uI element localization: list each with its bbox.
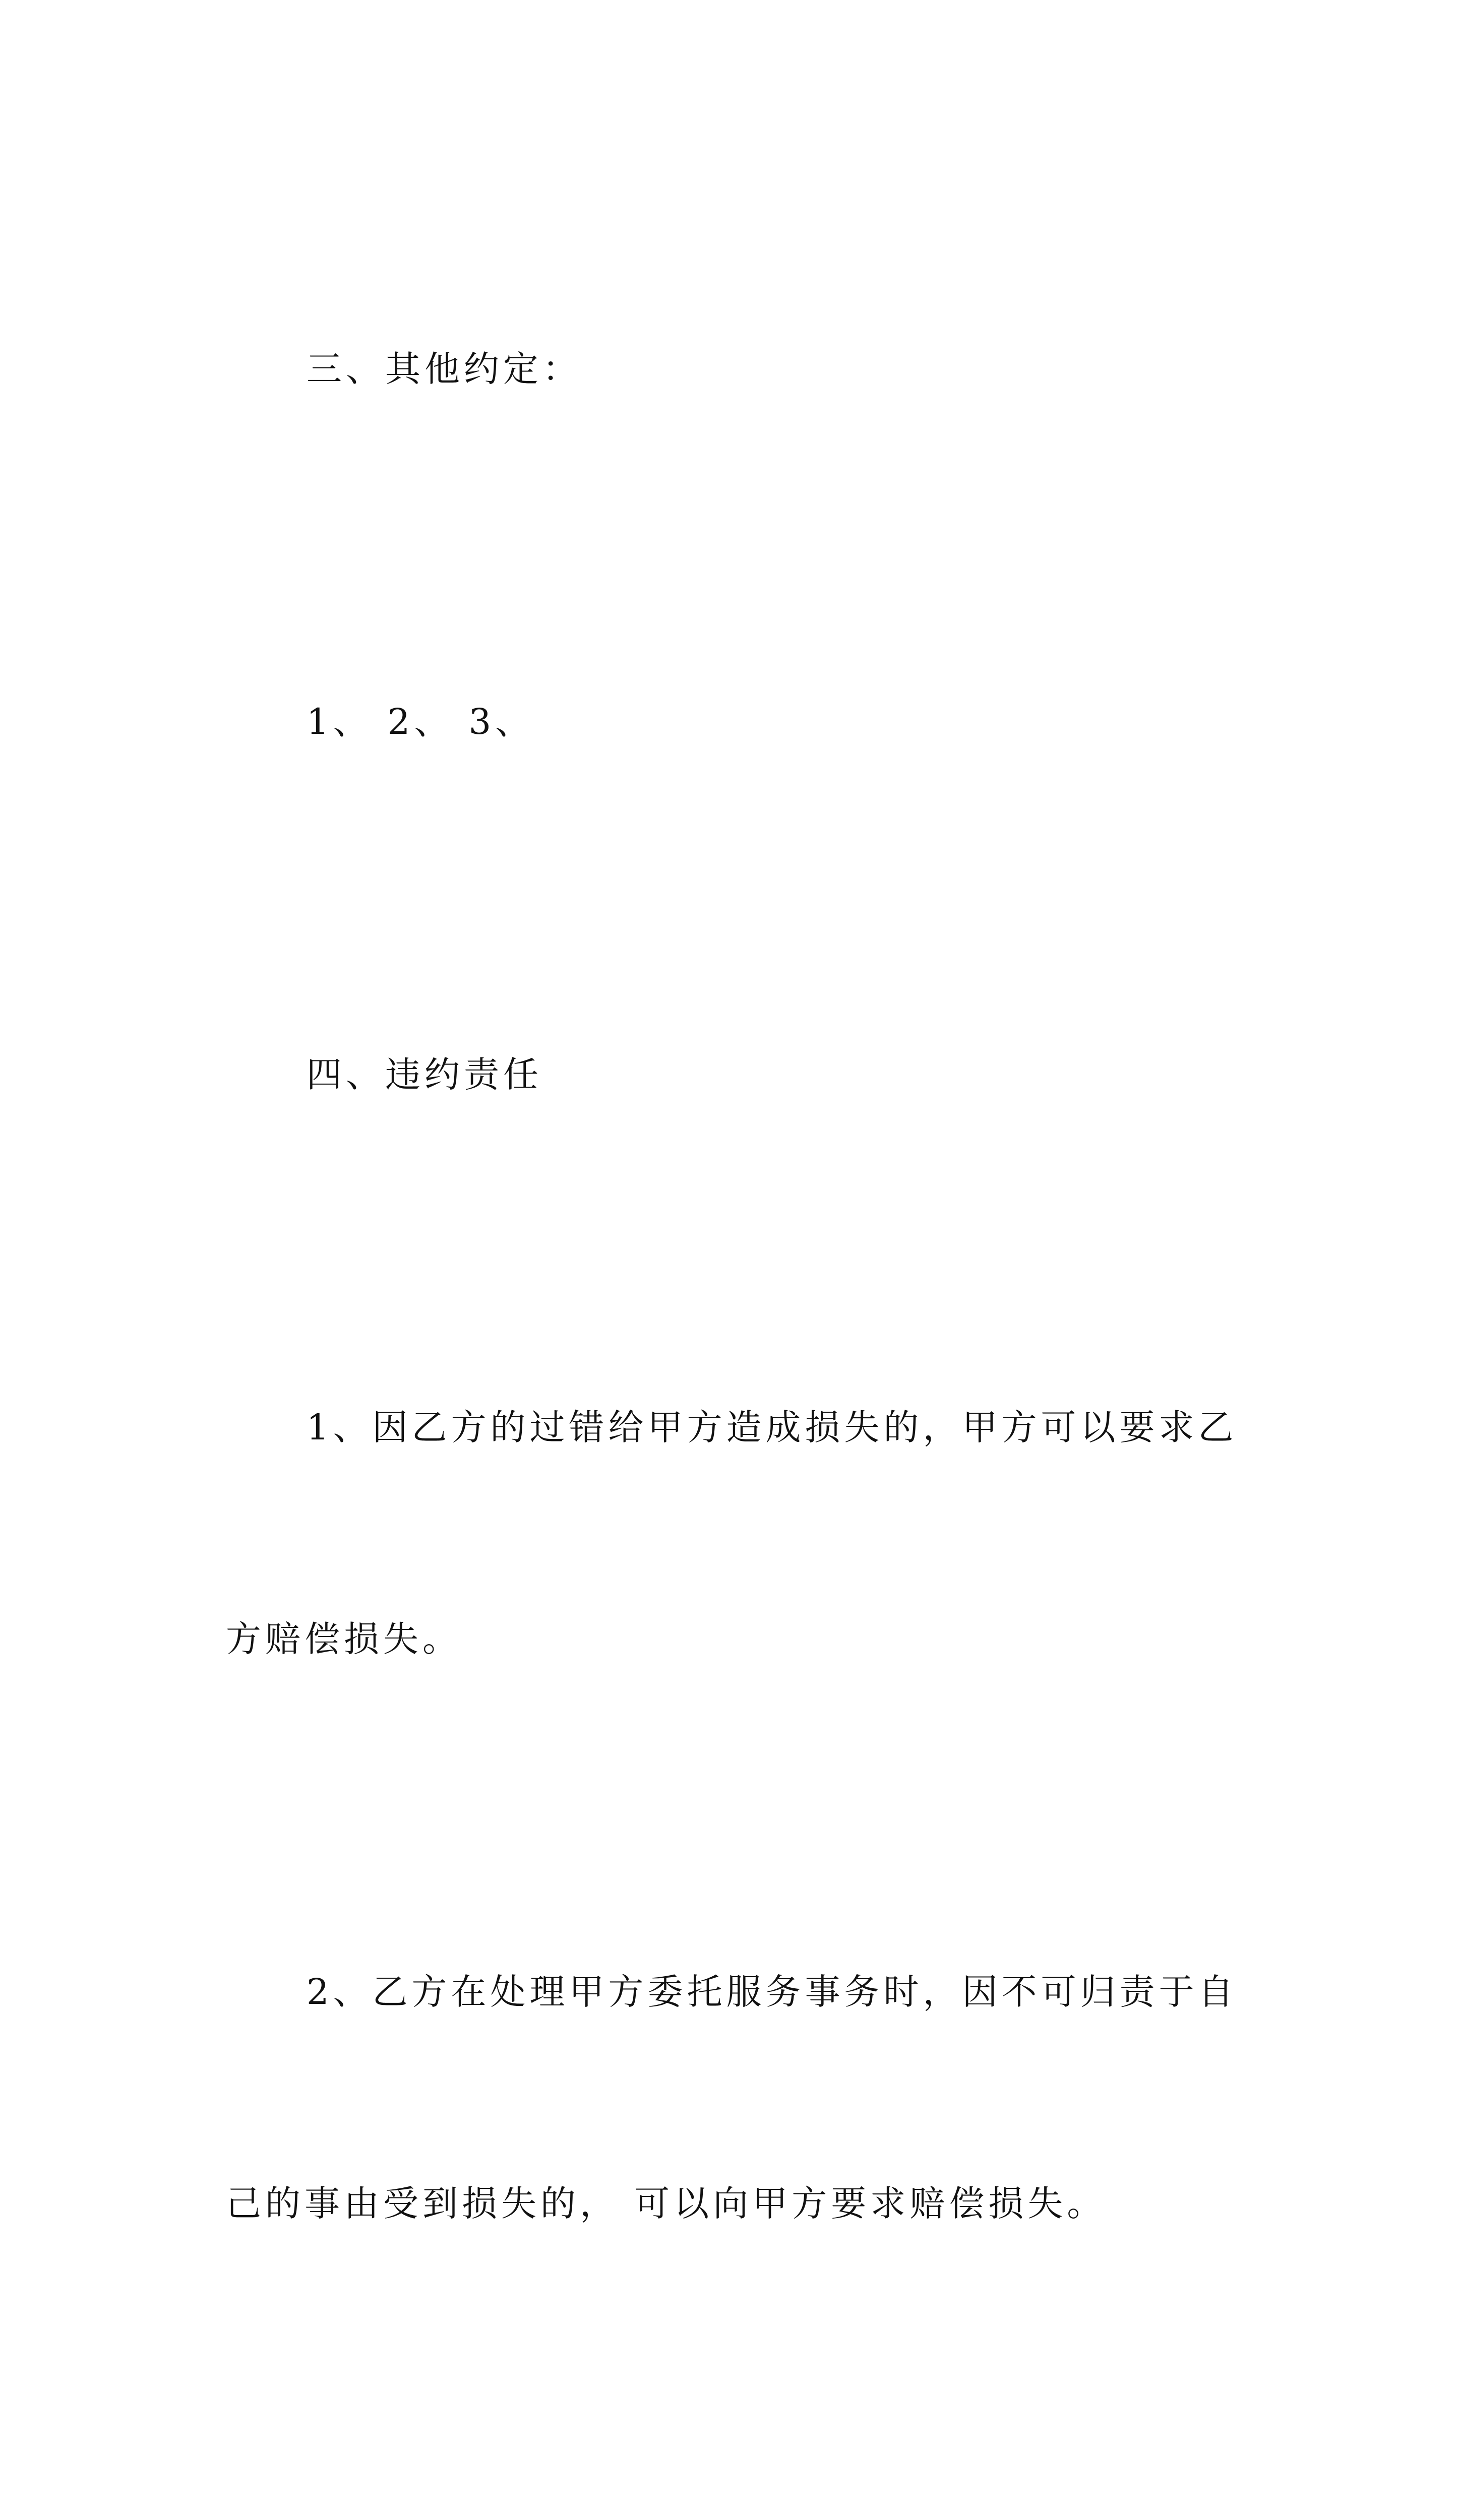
clause-paragraph (226, 2380, 1248, 2520)
text-line: 三、其他约定： (307, 348, 582, 390)
document-body (226, 193, 1248, 2520)
clause-paragraph (226, 1251, 1248, 1815)
text-line: 四、违约责任 (307, 1054, 542, 1095)
clause-paragraph (226, 1815, 1248, 2380)
text-line: 方赔偿损失。 (226, 1618, 462, 1660)
section-heading-breach-liability (226, 898, 1248, 1251)
text-line: 2、乙方在处理甲方委托服务事务时，因不可归责于自 (307, 1971, 1238, 2012)
text-line: 己的事由受到损失的， 可以向甲方要求赔偿损失。 (226, 2183, 1107, 2224)
section-heading-other-agreements (226, 193, 1248, 545)
text-line: 1、 2、 3、 (307, 701, 535, 742)
numbered-items (226, 545, 1248, 898)
text-line: 1、因乙方的过错给甲方造成损失的，甲方可以要求乙 (307, 1407, 1238, 1448)
